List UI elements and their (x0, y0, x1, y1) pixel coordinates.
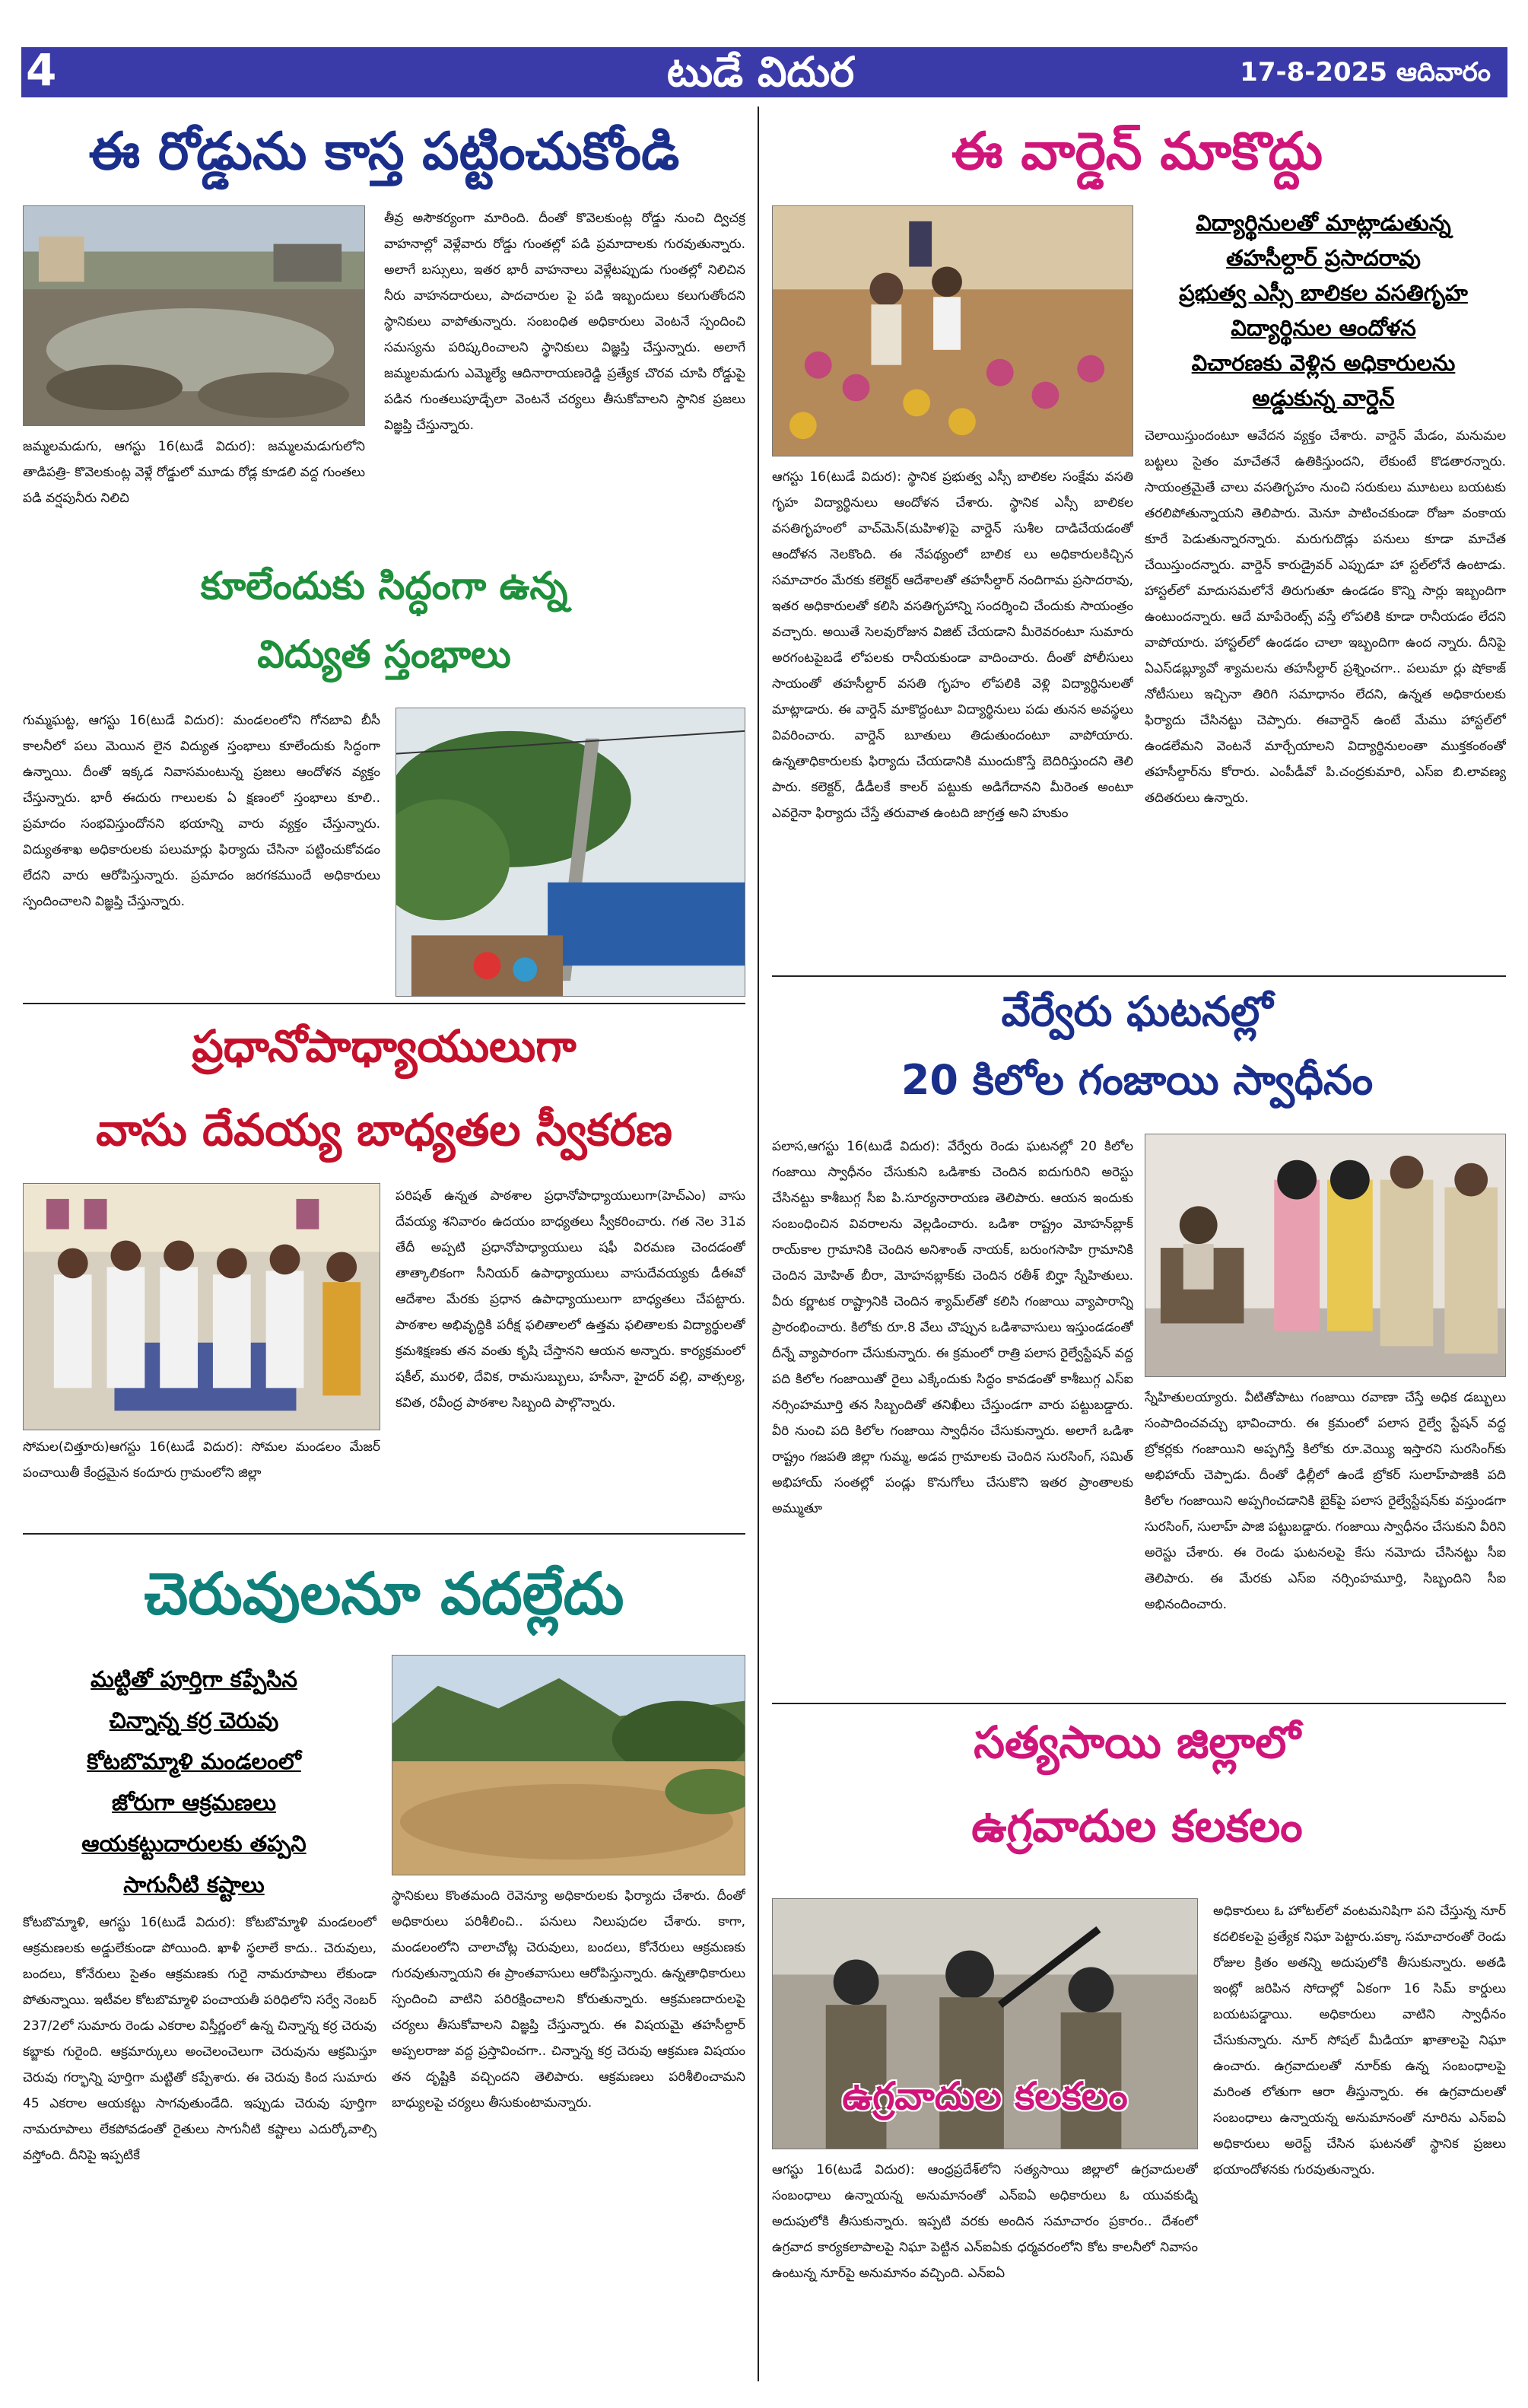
tanks-subhead: ఆయకట్టుదారులకు తప్పని (81, 1831, 307, 1856)
paper-name: టుడే విదుర (666, 48, 855, 96)
tanks-subhead: జోరుగా ఆక్రమణలు (112, 1789, 276, 1815)
warden-subhead: అడ్డుకున్న వార్డెన్ (1252, 385, 1395, 411)
warden-body-col1: ఆగస్టు 16(టుడే విదుర): స్థానిక ప్రభుత్వ ఎస్సీ బాలికల సంక్షేమ వసతి గృహ విద్యార్థినులు ఆందోళన చేశారు. స్థానిక ఎస్సీ బాలికల వసతిగృహంలో వాచ్‌మెన్(మహిళ)పై వార్డెన్ సుశీల దాడిచేయడంతో ఆందోళన నెలకొంది. ఈ నేపథ్యంలో బాలిక లు అధికారులకిచ్చిన సమాచారం మేరకు కలెక్టర్ ఆదేశాలతో తహసీల్దార్ నందిగామ ప్రసాదరావు, ఇతర అధికారులతో కలిసి వసతిగృహాన్ని సందర్శించి చేందుకు సాయంత్రం వచ్చారు. అయితే సెలవురోజున విజిట్ చేయడాని మీరెవరంటూ సుమారు అరగంటపైబడే లోపలకు రానీయకుండా వాదించారు. దీంతో పోలీసులు సాయంతో తహసీల్దార్ వసతి గృహం లోపలికి వెళ్లి విద్యార్థినులతో మాట్లాడారు. ఈ వార్డెన్ మాకొద్దంటూ విద్యార్థినులు పడు తునన అవస్థలు వివరించారు. వార్డెన్ బూతులు తిడుతుందంటూ వాపోయారు. ఉన్నతాధికారులకు ఫిర్యాదు చేయడానికి ముందుకొస్తే బెదిరిస్తుందని తెలి పారు. కలెక్టర్, డీడీలకే కాలర్ పట్టుకు అడిగేదానని మీరెంత అంటూ ఎవరైనా ఫిర్యాదు చేస్తే తరువాత ఉంటది జాగ్రత్త అని హుకుం (772, 469, 1133, 821)
headmaster-photo (23, 1183, 380, 1430)
tanks-body-col1: కోటబొమ్మాళి, ఆగస్టు 16(టుడే విదుర): కోటబొమ్మాళి మండలంలో ఆక్రమణలకు అడ్డులేకుండా పోయింది. ఖాళీ స్థలాలే కాదు.. చెరువులు, బందలు, కోనేరులు సైతం ఆక్రమణకు గురై నామరూపాలు లేకుండా పోతున్నాయి. ఇటీవల కోటబొమ్మాళి పంచాయతీ పరిధిలోని సర్వే నెంబర్ 237/2లో సుమారు రెండు ఎకరాల విస్తీర్ణంలో ఉన్న చిన్నాన్న కర్ర చెరువు కబ్జాకు గురైంది. ఆక్రమార్కులు అంచెలంచెలుగా చెరువును ఆక్రమిస్తూ చెరువు గర్భాన్ని పూర్తిగా మట్టితో కప్పేశారు. ఈ చెరువు కింద సుమారు 45 ఎకరాల ఆయకట్టు సాగవుతుండేది. ఇప్పుడు చెరువు పూర్తిగా నామరూపాలు లేకపోవడంతో రైతులు సాగునీటి కష్టాలు ఎదుర్కోవాల్సి వస్తోంది. దీనిపై ఇప్పటికే (23, 1915, 376, 2163)
tanks-subhead: కోటబొమ్మాళి మండలంలో (87, 1748, 301, 1774)
road-body-col1: జమ్మలమడుగు, ఆగస్టు 16(టుడే విదుర): జమ్మలమడుగులోని తాడిపత్రి- కొవెలకుంట్ల వెళ్లే రోడ్డులో మూడు రోడ్ల కూడలి వద్ద గుంతలు పడి వర్షపునీరు నిలిచి (23, 439, 365, 506)
ganja-headline-2: 20 కిలోల గంజాయి స్వాధీనం (901, 1056, 1374, 1104)
headmaster-caption-text: సోమల(చిత్తూరు)ఆగస్టు 16(టుడే విదుర): సోమల మండలం మేజర్ పంచాయితీ కేంద్రమైన కందూరు గ్రామంలోని జిల్లా (23, 1439, 380, 1481)
tanks-body-col2: స్థానికులు కొంతమంది రెవెన్యూ అధికారులకు ఫిర్యాదు చేశారు. దీంతో అధికారులు పరిశీలించి.. పనులు నిలుపుదల చేశారు. కాగా, మండలంలోని చాలాచోట్ల చెరువులు, బందలు, కోనేరులు ఆక్రమణకు గురవుతున్నాయని ఈ ప్రాంతవాసులు ఆరోపిస్తున్నారు. ఉన్నతాధికారులు స్పందించి వాటిని పరిరక్షించాలని కోరుతున్నారు. ఆక్రమణదారులపై చర్యలు తీసుకోవాలని విజ్ఞప్తి చేస్తున్నారు. ఈ విషయమై తహసీల్దార్ అప్పలరాజు వద్ద ప్రస్తావించగా.. చిన్నాన్న కర్ర చెరువు ఆక్రమణ విషయం తన దృష్టికి వచ్చిందని తెలిపారు. ఆక్రమణలు పరిశీలించామని బాధ్యులపై చర్యలు తీసుకుంటామన్నారు. (392, 1888, 745, 2111)
poles-headline-1: కూలేందుకు సిద్ధంగా ఉన్న (200, 564, 568, 608)
road-body-col2: తీవ్ర అసౌకర్యంగా మారింది. దీంతో కొవెలకుంట్ల రోడ్డు నుంచి ద్విచక్ర వాహనాల్లో వెళ్లేవారు రోడ్డు గుంతల్లో పడి ప్రమాదాలకు గురవుతున్నారు. అలాగే బస్సులు, ఇతర భారీ వాహనాలు వెళ్లేటప్పుడు గుంతల్లో నిలిచిన నీరు వాహనదారులు, పాదచారుల పై పడి ఇబ్బందులు కలుగుతోందని స్థానికులు వాపోతున్నారు. సంబంధిత అధికారులు వెంటనే స్పందించి సమస్యను పరిష్కరించాలని స్థానికులు విజ్ఞప్తి చేస్తున్నారు. అలాగే జమ్మలమడుగు ఎమ్మెల్యే ఆదినారాయణరెడ్డి ప్రత్యేక చొరవ చూపి రోడ్డుపై పడిన గుంతలుపూడ్చేలా వెంటనే చర్యలు తీసుకోవాలని స్థానిక ప్రజలు విజ్ఞప్తి చేస్తున్నారు. (384, 211, 745, 433)
poles-body: గుమ్మఘట్ట, ఆగస్టు 16(టుడే విదుర): మండలంలోని గోనబావి బీసీ కాలనీలో పలు మెయిన లైన విద్యుత స్తంభాలు కూలేందుకు సిద్ధంగా ఉన్నాయి. దీంతో ఇక్కడ నివాసమంటున్న ప్రజలు ఆందోళన వ్యక్తం చేస్తున్నారు. భారీ ఈదురు గాలులకు ఏ క్షణంలో స్తంభాలు కూలి.. ప్రమాదం సంభవిస్తుందోనని భయాన్ని వారు వ్యక్తం చేస్తున్నారు. విద్యుతశాఖ అధికారులకు పలుమార్లు ఫిర్యాదు చేసినా పట్టించుకోవడం లేదని వారు ఆరోపిస్తున్నారు. ప్రమాదం జరగకముందే అధికారులు స్పందించాలని విజ్ఞప్తి చేస్తున్నారు. (23, 713, 380, 909)
tanks-subhead: మట్టితో పూర్తిగా కప్పేసిన (91, 1666, 297, 1692)
headmaster-headline-1: ప్రధానోపాధ్యాయులుగా (192, 1020, 577, 1072)
ganja-headline-1: వేర్వేరు ఘటనల్లో (1001, 988, 1273, 1035)
ganja-body-col1: పలాస,ఆగస్టు 16(టుడే విదుర): వేర్వేరు రెండు ఘటనల్లో 20 కిలోల గంజాయి స్వాధీనం చేసుకుని ఒడిశాకు చెందిన ఐదుగురిని అరెస్టు చేసినట్టు కాశీబుగ్గ సీఐ పి.సూర్యనారాయణ తెలిపారు. ఆయన ఇందుకు సంబంధించిన వివరాలను వెల్లడించారు. ఒడిశా రాష్ట్రం మోహన్‌బ్లాక్ రాయ్‌కాల గ్రామానికి చెందిన అనిశాంత్ నాయక్, బరుంగసాహి గ్రామానికి చెందిన మోహిత్ బీరా, మోహనబ్లాక్‌కు చెందిన రతీశ్ బిర్హా స్నేహితులు. వీరు కర్ణాటక రాష్ట్రానికి చెందిన శ్యామ్‌ల్‌తో కలిసి గంజాయి వ్యాపారాన్ని ప్రారంభించారు. కిలోకు రూ.8 వేలు చొప్పున ఒడిశావాసులు ఇస్తుండడంతో దీన్నే వ్యాపారంగా చేసుకున్నారు. ఈ క్రమంలో రాత్రి పలాస రైల్వేస్టేషన్ వద్ద పది కిలోల గంజాయితో రైలు ఎక్కేందుకు సిద్ధం కావడంతో కాశీబుగ్గ ఎస్ఐ నర్సింహమూర్తి తన సిబ్బందితో తనిఖీలు చేస్తుండగా వారు పట్టుబడ్డారు. వీరి నుంచి పది కిలోల గంజాయి స్వాధీనం చేసుకున్నారు. అలాగే ఒడిశా రాష్ట్రం గజపతి జిల్లా గుమ్మ, అడవ గ్రామాలకు చెందిన సురసింగ్, సమిత్ అభిహాయ్ సంతల్లో పండ్లు కొనుగోలు చేసుకొని ఇతర ప్రాంతాలకు అమ్ముతూ (772, 1139, 1133, 1516)
maoist-body-col1: ఆగస్టు 16(టుడే విదుర): ఆంధ్రప్రదేశ్‌లోని సత్యసాయి జిల్లాలో ఉగ్రవాదులతో సంబంధాలు ఉన్నాయన్న అనుమానంతో ఎన్ఐఏ అధికారులు ఓ యువకుడ్ని అదుపులోకి తీసుకున్నారు. ఇప్పటి వరకు అందిన సమాచారం ప్రకారం.. దేశంలో ఉగ్రవాద కార్యకలాపాలపై నిఘా పెట్టిన ఎన్ఐఏకు ధర్మవరంలోని కోట కాలనీలో నివాసం ఉంటున్న నూర్‌పై అనుమానం వచ్చింది. ఎన్ఐఏ (772, 2162, 1198, 2281)
warden-photo (772, 205, 1133, 456)
ganja-body-col2: స్నేహితులయ్యారు. వీటితోపాటు గంజాయి రవాణా చేస్తే అధిక డబ్బులు సంపాదించవచ్చు భావించారు. ఈ క్రమంలో పలాస రైల్వే స్టేషన్ వద్ద బ్రోకర్లకు గంజాయిని అప్పగిస్తే కిలోకు రూ.వెయ్యి ఇస్తారని సురసింగ్‌కు అభిహాయ్ చెప్పాడు. దీంతో ఢిల్లీలో ఉండే బ్రోకర్ సులాహ్‌పాజికి పది కిలోల గంజాయిని అప్పగించడానికి బైక్‌పై పలాస రైల్వేస్టేషన్‌కు వస్తుండగా సురసింగ్, సులాహ్ పాజి పట్టుబడ్డారు. గంజాయి స్వాధీనం చేసుకుని వీరిని అరెస్టు చేశారు. ఈ రెండు ఘటనలపై కేసు నమోదు చేసినట్టు సీఐ తెలిపారు. ఈ మేరకు ఎస్ఐ నర్సింహమూర్తి, సిబ్బందిని సీఐ అభినందించారు. (1145, 1390, 1506, 1612)
warden-body-col2: చెలాయిస్తుందంటూ ఆవేదన వ్యక్తం చేశారు. వార్డెన్ మేడం, మనుమల బట్టలు సైతం మాచేతనే ఉతికిస్తుందని, లేకుంటే కొడతారన్నారు. సాయంత్రమైతే చాలు వసతిగృహం నుంచి సరుకులు మూటలు బయటకు తరలిపోతున్నాయని తెలిపారు. మెనూ పాటించకుండా రోజూ వంకాయ కూరే పెడుతున్నారన్నారు. మరుగుదొడ్లు పనులు కూడా మాచేత చేయిస్తుందన్నారు. వార్డెన్ కారుడ్రైవర్ ఎప్పుడూ హా స్టల్‌లోనే ఉంటాడు. హాస్టల్‌లో మాదుసమలోనే తిరుగుతూ ఉండడం కొన్ని సార్లు ఇబ్బందిగా ఉంటుందన్నారు. ఆదే మాపేరెంట్స్ వస్తే లోపలికి కూడా రానీయడం లేదని వాపోయారు. హాస్టల్‌లో ఉండడం చాలా ఇబ్బందిగా ఉంద న్నారు. దీనిపై ఏఎస్‌డబ్ల్యూవో శ్యామలను తహసీల్దార్ ప్రశ్నించగా.. పలుమా ర్లు షోకాజ్ నోటీసులు ఇచ్చినా తిరిగి సమాధానం లేదని, ఉన్నత అధికారులకు ఫిర్యాదు చేసినట్టు చెప్పారు. ఈవార్డెన్ ఉంటే మేము హాస్టల్‌లో ఉండలేమని వెంటనే మార్చేయాలని విద్యార్థినులంతా ముక్తకంఠంతో తహసీల్దార్‌ను కోరారు. ఎంపీడీవో పి.చంద్రకుమారి, ఎస్ఐ బి.లావణ్య తదితరులు ఉన్నారు. (1145, 428, 1506, 806)
warden-subhead: విద్యార్థినులతో మాట్లాడుతున్న (1196, 210, 1451, 236)
warden-subhead: విద్యార్థినుల ఆందోళన (1231, 315, 1416, 341)
warden-subhead: ప్రభుత్వ ఎస్సీ బాలికల వసతిగృహ (1179, 280, 1468, 306)
tanks-subhead: సాగునీటి కష్టాలు (123, 1872, 265, 1897)
tanks-headline: చెరువులనూ వదల్లేదు (144, 1560, 624, 1627)
section-divider (23, 1003, 745, 1004)
section-divider (772, 975, 1506, 977)
section-divider (772, 1703, 1506, 1704)
maoist-headline-2: ఉగ్రవాదుల కలకలం (971, 1800, 1303, 1852)
issue-date: 17-8-2025 ఆదివారం (1240, 57, 1491, 87)
maoist-headline-1: సత్యసాయి జిల్లాలో (974, 1716, 1301, 1768)
headmaster-headline-2: వాసు దేవయ్య బాధ్యతల స్వీకరణ (96, 1104, 672, 1156)
poles-headline-2: విద్యుత స్తంభాలు (257, 632, 511, 676)
maoist-body-col2: అధికారులు ఓ హోటల్‌లో వంటమనిషిగా పని చేస్తున్న నూర్ కదలికలపై ప్రత్యేక నిఘా పెట్టారు.పక్కా సమాచారంతో రెండు రోజుల క్రితం అతన్ని అదుపులోకి తీసుకున్నారు. అతడి ఇంట్లో జరిపిన సోదాల్లో ఏకంగా 16 సిమ్ కార్డులు బయటపడ్డాయి. అధికారులు వాటిని స్వాధీనం చేసుకున్నారు. నూర్ సోషల్ మీడియా ఖాతాలపై నిఘా ఉంచారు. ఉగ్రవాదులతో నూర్‌కు ఉన్న సంబంధాలపై మరింత లోతుగా ఆరా తీస్తున్నారు. ఈ ఉగ్రవాదులతో సంబంధాలు ఉన్నాయన్న అనుమానంతో నూరిను ఎన్ఐఏ అధికారులు అరెస్ట్ చేసిన ఘటనతో స్థానిక ప్రజలు భయాందోళనకు గురవుతున్నారు. (1213, 1904, 1506, 2177)
tanks-subhead: చిన్నాన్న కర్ర చెరువు (109, 1707, 279, 1733)
warden-headline: ఈ వార్డెన్ మాకొద్దు (951, 122, 1323, 182)
tanks-photo (392, 1655, 745, 1875)
column-divider (758, 107, 759, 2381)
road-headline: ఈ రోడ్డును కాస్త పట్టించుకోండి (88, 122, 680, 182)
section-divider (23, 1533, 745, 1535)
warden-subhead: విచారణకు వెళ్లిన అధికారులను (1191, 350, 1456, 376)
tanks-subheads (23, 1659, 365, 1905)
page-number: 4 (26, 44, 57, 96)
ganja-photo (1145, 1134, 1506, 1377)
warden-subheads (1141, 205, 1506, 415)
maoist-photo-caption: ఉగ్రవాదుల కలకలం (842, 2074, 1128, 2118)
road-photo (23, 205, 365, 426)
headmaster-body: పరిషత్ ఉన్నత పాఠశాల ప్రధానోపాధ్యాయులుగా(హెచ్ఎం) వాసు దేవయ్య శనివారం ఉదయం బాధ్యతలు స్వీకరించారు. గత నెల 31వ తేదీ అప్పటి ప్రధానోపాధ్యాయులు షఫీ విరమణ చెందడంతో తాత్కాలికంగా సీనియర్ ఉపాధ్యాయులు వాసుదేవయ్యకు డీఈవో ఆదేశాల మేరకు ప్రధాన ఉపాధ్యాయులుగా బాధ్యతలు చేపట్టారు. పాఠశాల అభివృద్ధికి పరీక్ష ఫలితాలలో ఉత్తమ ఫలితాలకు విద్యార్థులతో క్రమశిక్షణకు తన వంతు కృషి చేస్తానని ఆయన అన్నారు. కార్యక్రమంలో షకీల్, మురళి, దేవిక, రామసుబ్బులు, హసీనా, హైదర్ వల్లి, వాత్సల్య, కవిత, రవీంద్ర పాఠశాల సిబ్బంది పాల్గొన్నారు. (396, 1188, 745, 1411)
poles-photo (396, 708, 745, 997)
warden-subhead: తహసీల్దార్ ప్రసాదరావు (1226, 245, 1421, 271)
